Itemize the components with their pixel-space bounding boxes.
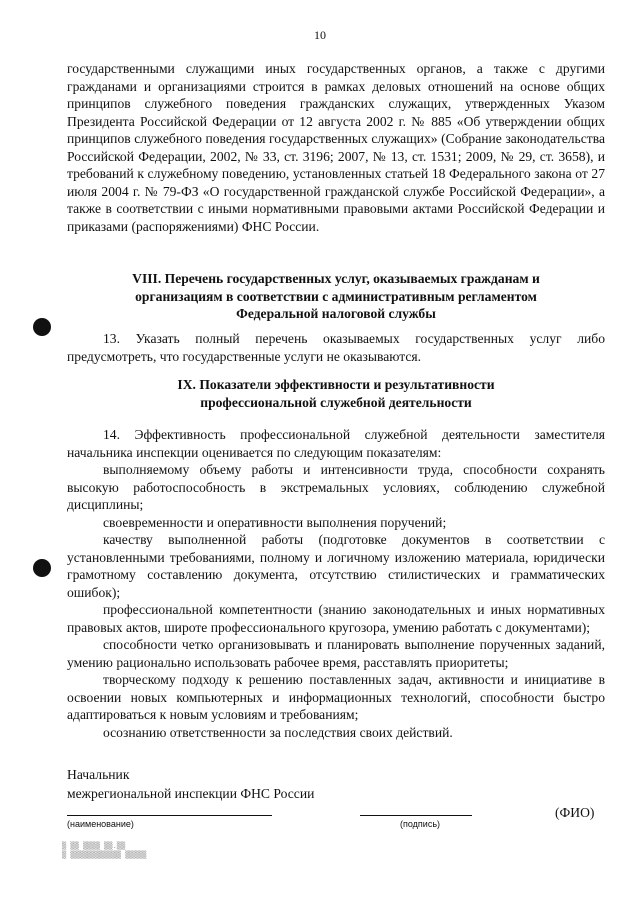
sign-caption: (подпись)	[400, 819, 441, 829]
section-8-heading	[67, 270, 605, 323]
criteria-item: осознанию ответственности за последствия своих действий.	[103, 724, 453, 740]
section-9-heading	[67, 376, 605, 411]
section-9-heading-line-2: профессиональной служебной деятельности	[200, 394, 472, 410]
signature-title	[67, 765, 314, 803]
section-8-heading-line-2: организациям в соответствии с административным регламентом	[135, 288, 537, 304]
signature-line	[360, 815, 472, 816]
punch-hole-bottom	[33, 559, 51, 577]
signature-title-line-2: межрегиональной инспекции ФНС России	[67, 786, 315, 801]
fio-label: (ФИО)	[555, 805, 595, 820]
section-9-heading-line-1: IX. Показатели эффективности и результативности	[177, 377, 495, 392]
punch-hole-top	[33, 318, 51, 336]
criteria-item: выполняемому объему работы и интенсивности труда, способности сохранять высокую работоспособность в экстремальных условиях, соблюдению служебной дисциплины;	[67, 462, 605, 512]
criteria-item: творческому подходу к решению поставленных задач, активности и инициативе в освоении новых компьютерных и информационных технологий, способности быстро адаптироваться к новым условиям и требованиям;	[67, 672, 605, 722]
name-caption: (наименование)	[67, 819, 134, 829]
section-9-body	[67, 426, 605, 741]
page-number: 10	[314, 28, 326, 42]
criteria-item: своевременности и оперативности выполнения поручений;	[103, 514, 447, 530]
faint-stamp-marking: ▒ ▒▒ ▒▒▒▒ ▒▒.▒▒ ▒ ▒▒▒▒▒▒▒▒▒▒▒▒ ▒▒▒▒▒	[62, 842, 147, 859]
signature-title-line-1: Начальник	[67, 767, 130, 782]
criteria-item: способности четко организовывать и планировать выполнение порученных заданий, умению рационально использовать рабочее время, расставлять приоритеты;	[67, 637, 605, 670]
section-9-intro: 14. Эффективность профессиональной служебной деятельности заместителя начальника инспекции оценивается по следующим показателям:	[67, 427, 605, 460]
name-line	[67, 815, 272, 816]
criteria-item: качеству выполненной работы (подготовке документов в соответствии с установленными требованиями, полному и логичному изложению материала, юридически грамотному составлению документа, отсутствию стилистических и грамматических ошибок);	[67, 532, 605, 600]
intro-paragraph: государственными служащими иных государственных органов, а также с другими гражданами и организациями строится в рамках деловых отношений на основе общих принципов служебного поведения гражданских служащих, утвержденных Указом Президента Российской Федерации от 12 августа 2002 г. № 885 «Об утверждении общих принципов служебного поведения государственных служащих» (Собрание законодательства Российской Федерации, 2002, № 33, ст. 3196; 2007, № 13, ст. 1531; 2009, № 29, ст. 3658), и требований к служебному поведению, установленных статьей 18 Федерального закона от 27 июля 2004 г. № 79-ФЗ «О государственной гражданской службе Российской Федерации», а также в соответствии с иными нормативными правовыми актами Российской Федерации и приказами (распоряжениями) ФНС России.	[67, 61, 605, 234]
section-8-heading-line-3: Федеральной налоговой службы	[236, 306, 436, 321]
criteria-item: профессиональной компетентности (знанию законодательных и иных нормативных правовых актов, широте профессионального кругозора, умению работать с документами);	[67, 602, 605, 635]
section-8-paragraph: 13. Указать полный перечень оказываемых государственных услуг либо предусмотреть, что государственные услуги не оказываются.	[67, 331, 605, 364]
section-8-heading-line-1: VIII. Перечень государственных услуг, оказываемых гражданам и	[132, 271, 540, 286]
